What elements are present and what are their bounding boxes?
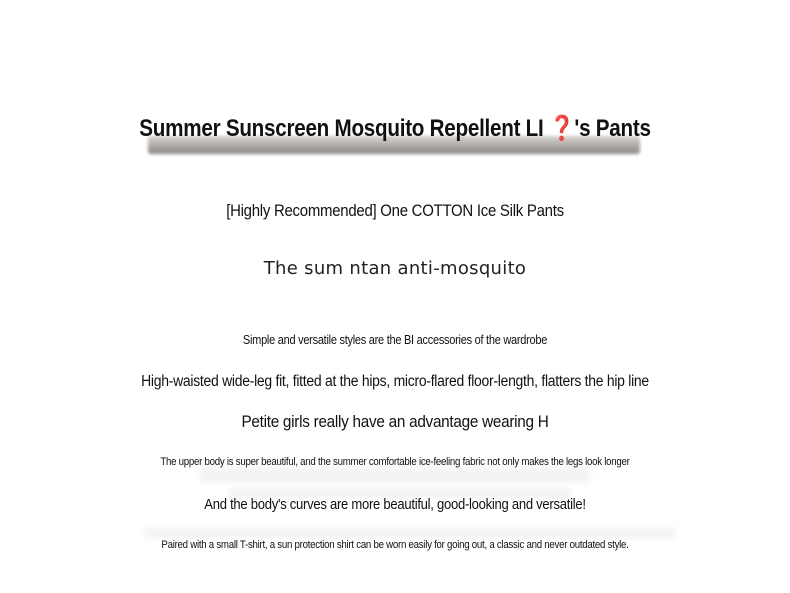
- product-tagline: The sum ntan anti-mosquito: [263, 258, 527, 279]
- faded-text-ghost: [200, 468, 590, 482]
- description-line: High-waisted wide-leg fit, fitted at the hips, micro-flared floor-length, flatters the hip line: [141, 373, 649, 390]
- faded-text-ghost: [145, 528, 675, 538]
- description-line: And the body's curves are more beautiful, good-looking and versatile!: [204, 497, 586, 513]
- description-line: Paired with a small T-shirt, a sun protection shirt can be worn easily for going out, a classic and never outdated style.: [161, 539, 629, 551]
- description-line: Simple and versatile styles are the BI accessories of the wardrobe: [242, 333, 548, 347]
- page-title: Summer Sunscreen Mosquito Repellent LI ❓'s Pants: [139, 115, 651, 142]
- product-subtitle: [Highly Recommended] One COTTON Ice Silk Pants: [226, 201, 564, 220]
- description-line: The upper body is super beautiful, and the summer comfortable ice-feeling fabric not only makes the legs look longer: [160, 456, 630, 468]
- description-line: Petite girls really have an advantage wearing H: [241, 412, 549, 431]
